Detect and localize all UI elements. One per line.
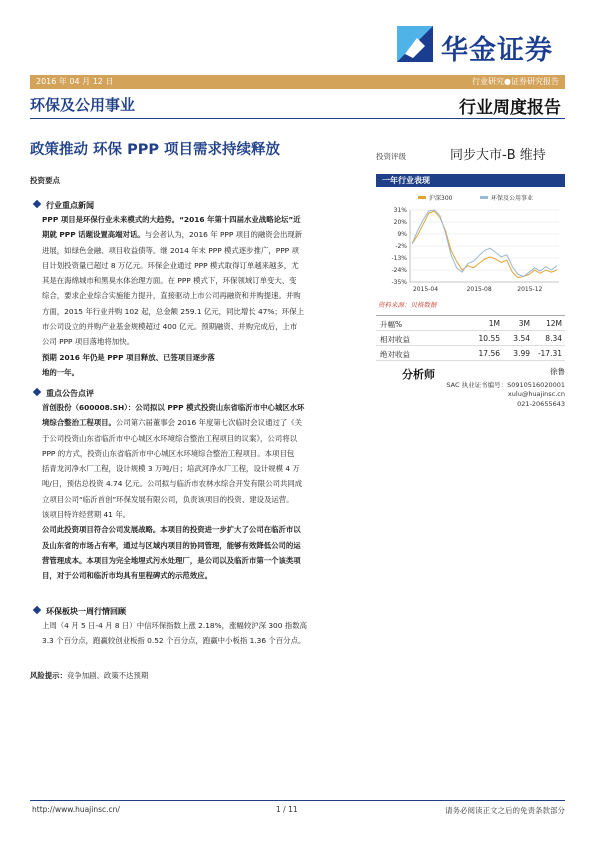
rating-label: 投资评级: [376, 152, 406, 161]
diamond-bullet-icon: [33, 606, 41, 614]
analyst-email[interactable]: xulu@huajinsc.cn: [507, 390, 565, 398]
risk-note: [30, 670, 148, 681]
analyst-title: 分析师: [402, 368, 435, 381]
review-line: 3.3 个百分点，跑赢较创业板指 0.52 个百分点，跑赢中小板指 1.36 个百分点。: [42, 636, 306, 646]
section-announce-title: 重点公告点评: [46, 389, 94, 398]
y-tick-label: -13%: [391, 255, 407, 262]
y-tick-label: 31%: [393, 207, 407, 214]
y-tick-label: -24%: [391, 267, 407, 274]
section-heading-review: [34, 606, 126, 617]
performance-chart: [376, 190, 565, 298]
y-tick-label: 9%: [397, 231, 407, 238]
performance-table: [376, 315, 565, 361]
table-row: [376, 331, 565, 346]
footer-divider: [30, 800, 565, 801]
date-bar: [30, 75, 565, 89]
section-heading-announcements: [34, 388, 94, 399]
company-logo: [395, 24, 575, 66]
paragraph-line: 立项目公司“临沂首创”环保发展有限公司，负责该项目的投资、建设及运营。: [42, 494, 294, 504]
paragraph-line: 公司此投资项目符合公司发展战略。本项目的投资进一步扩大了公司在临沂市以: [42, 525, 301, 535]
table-header-row: [376, 316, 565, 331]
paragraph-line: 其是在海绵城市和黑臭水体治理方面。在 PPP 模式下，环保领域订单变大、变: [42, 276, 297, 286]
paragraph-line: 营管理成本。本项目为完全地埋式污水处理厂，是公司以及临沂市第一个该类项: [42, 555, 301, 565]
table-cell: 10.55: [478, 334, 500, 343]
legend-swatch: [480, 196, 488, 199]
row-label: 绝对收益: [380, 350, 410, 359]
legend-swatch: [418, 196, 426, 199]
review-paragraph: [42, 618, 358, 649]
key-points-title: 投资要点: [30, 176, 60, 185]
paragraph-line: PPP 的方式，投资山东省临沂市中心城区水环境综合整治工程项目。本项目包: [42, 448, 295, 458]
paragraph-line: 境综合整治工程项目。公司第六届董事会 2016 年度第七次临时会议通过了《关: [42, 418, 303, 428]
chart-source: 资料来源：贝格数据: [378, 301, 437, 309]
legend-label: 环保及公用事业: [491, 195, 534, 202]
rating-value: 同步大市-B 维持: [450, 148, 546, 163]
paragraph-line: 地的一年。: [42, 367, 79, 377]
table-cell: -17.31: [537, 349, 562, 358]
series-line: [412, 210, 557, 277]
paragraph-line: 吨/日，预估总投资 4.74 亿元。公司拟与临沂市农林水综合开发有限公司共同成: [42, 479, 303, 489]
header-cell: 3M: [518, 319, 530, 328]
paragraph-line: 括青龙河净水厂工程，设计规模 3 万吨/日；培武河净水厂工程，设计规模 4 万: [42, 464, 300, 474]
diamond-bullet-icon: [33, 388, 41, 396]
header-cell: 1M: [488, 319, 500, 328]
y-tick-label: -2%: [395, 243, 407, 250]
table-row: [376, 346, 565, 361]
review-line: 上周（4 月 5 日-4 月 8 日）中信环保指数上涨 2.18%，涨幅较沪深 300 指数高: [42, 621, 307, 630]
paragraph-line: 进展，如绿色金融、项目收益债等。继 2014 年末 PPP 模式逐步推广，PPP 项: [42, 245, 299, 255]
risk-label: 风险提示：: [30, 671, 67, 680]
report-date: 2016 年 04 月 12 日: [36, 77, 114, 86]
x-tick-label: 2015-08: [466, 286, 492, 293]
x-tick-label: 2015-12: [517, 286, 543, 293]
x-tick-label: 2015-04: [412, 286, 439, 293]
news-paragraph: [42, 212, 358, 380]
headline: 政策推动 环保 PPP 项目需求持续释放: [30, 142, 281, 158]
table-cell: 17.56: [478, 349, 500, 358]
analyst-sac: SAC 执业证书编号：S0910516020001: [446, 381, 565, 389]
section-review-title: 环保板块一周行情回顾: [46, 607, 126, 616]
performance-heading: 一年行业表现: [376, 174, 565, 187]
diamond-bullet-icon: [33, 200, 41, 208]
paragraph-line: 目计划投资量已超过 8 万亿元。环保企业通过 PPP 模式取得订单越来越多，尤: [42, 260, 299, 270]
legend-label: 沪深300: [429, 195, 453, 202]
section-heading-news: [34, 200, 94, 211]
report-type: 行业周度报告: [459, 98, 561, 118]
paragraph-line: 该项目特许经营期 41 年。: [42, 510, 131, 520]
paragraph-line: PPP 项目是环保行业未来模式的大趋势。“2016 年第十四届水业战略论坛”近: [42, 215, 301, 224]
risk-text: 竞争加剧、政策不达预期: [66, 671, 149, 680]
table-cell: 3.99: [513, 349, 530, 358]
paragraph-line: 市公司设立的并购产业基金规模超过 400 亿元。预期融资、并购完成后，上市: [42, 322, 298, 332]
table-cell: 8.34: [545, 334, 562, 343]
paragraph-line: 综合，要求企业综合实施能力提升，直接驱动上市公司再融资和并购提速。并购: [42, 291, 301, 301]
paragraph-line: 公司 PPP 项目落地将加快。: [42, 337, 134, 347]
row-label: 相对收益: [380, 335, 410, 344]
paragraph-line: 于公司投资山东省临沂市中心城区水环境综合整治工程项目的议案》，公司将以: [42, 433, 297, 443]
paragraph-line: 目，对于公司和临沂市均具有里程碑式的示范效应。: [42, 571, 212, 581]
paragraph-line: 预期 2016 年仍是 PPP 项目释放、已签项目逐步落: [42, 352, 215, 362]
paragraph-line: 方面，2015 年行业并购 102 起，总金额 259.1 亿元，同比增长 47%；环保上: [42, 306, 304, 316]
table-cell: 3.54: [513, 334, 530, 343]
logo-icon: [395, 24, 435, 64]
header-cell: 12M: [545, 319, 562, 328]
paragraph-line: 及山东省的市场占有率，通过与区域内项目的协同管理，能够有效降低公司的运: [42, 540, 301, 550]
announcement-paragraph: [42, 400, 358, 584]
header-cell: 升幅%: [380, 320, 403, 329]
report-category: 行业研究●证券研究报告: [472, 77, 559, 86]
logo-text: 华金证券: [441, 35, 553, 66]
paragraph-line: 首创股份（600008.SH）：公司拟以 PPP 模式投资山东省临沂市中心城区水环: [42, 403, 305, 412]
y-tick-label: -35%: [391, 279, 407, 286]
section-news-title: 行业重点新闻: [46, 201, 94, 210]
paragraph-line: 期就 PPP 话题设置高端对话。与会者认为，2016 年 PPP 项目的融资会出现新: [42, 230, 303, 240]
page-number: 1 / 11: [276, 805, 298, 814]
title-row: [30, 89, 565, 119]
footer-disclaimer: 请务必阅读正文之后的免责条款部分: [445, 806, 565, 815]
sector-title: 环保及公用事业: [30, 96, 136, 114]
footer-url[interactable]: http://www.huajinsc.cn/: [32, 805, 120, 814]
y-tick-label: 20%: [393, 219, 407, 226]
analyst-phone: 021-20655643: [517, 400, 565, 408]
analyst-name: 徐鲁: [550, 367, 565, 376]
